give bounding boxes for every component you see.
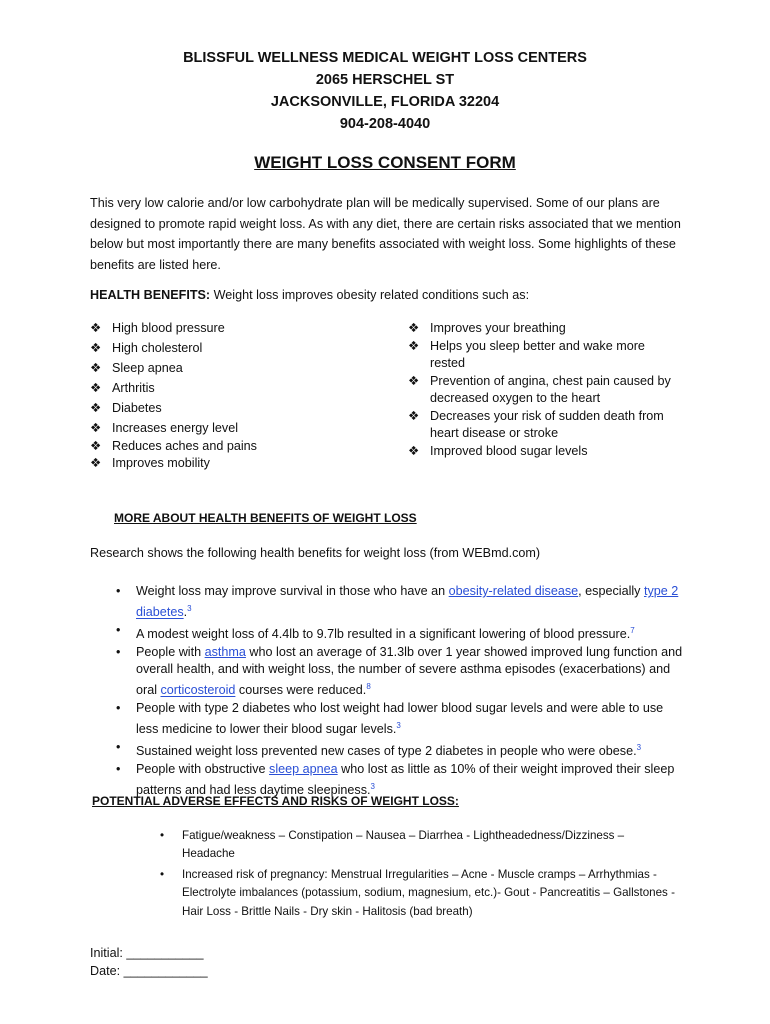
footnote-ref[interactable]: 3: [396, 721, 401, 731]
intro-paragraph: This very low calorie and/or low carbohydrate plan will be medically supervised. Some of our plans are designed to promote rapid weight loss. As with any diet, there are certain risks associated that we mention below but most importantly there are many benefits associated with weight loss. Some highlights of these benefits are listed here.: [90, 196, 681, 272]
clinic-name: BLISSFUL WELLNESS MEDICAL WEIGHT LOSS CENTERS: [183, 50, 587, 66]
risks-list: [160, 827, 680, 923]
bullet-dot-icon: •: [116, 623, 121, 637]
diamond-bullet-icon: ❖: [90, 361, 102, 375]
date-field[interactable]: Date: ____________: [90, 964, 208, 978]
diamond-bullet-icon: ❖: [90, 321, 102, 335]
list-item: • People with asthma who lost an average of 31.3lb over 1 year showed improved lung function and overall health, and with weight loss, the number of severe asthma episodes (exacerbations) and oral corticosteroid courses were reduced.$^8$: [116, 644, 683, 698]
research-benefits-list: [114, 583, 684, 800]
list-item: ❖ Sleep apnea: [90, 360, 380, 378]
health-benefits-label: HEALTH BENEFITS:: [90, 288, 211, 302]
type-2-diabetes-link[interactable]: type 2 diabetes: [136, 584, 679, 620]
diamond-bullet-icon: ❖: [90, 456, 102, 470]
diamond-bullet-icon: ❖: [408, 338, 420, 353]
diamond-bullet-icon: ❖: [408, 373, 420, 388]
sleep-apnea-link[interactable]: sleep apnea: [269, 761, 338, 776]
risks-heading: POTENTIAL ADVERSE EFFECTS AND RISKS OF WEIGHT LOSS:: [92, 794, 459, 808]
research-intro: Research shows the following health benefits for weight loss (from WEBmd.com): [90, 546, 541, 560]
list-item: ❖ Helps you sleep better and wake more rested: [408, 338, 645, 370]
list-item: ❖ Reduces aches and pains: [90, 438, 380, 456]
form-title: WEIGHT LOSS CONSENT FORM: [254, 153, 516, 172]
list-item: • Increased risk of pregnancy: Menstrual Irregularities – Acne - Muscle cramps – Arrhythmias - Electrolyte imbalances (potassium, sodium, magnesium, etc.)- Gout - Pancreatitis – Gallstones - Hair Loss - Brittle Nails - Dry skin - Halitosis (bad breath): [160, 867, 675, 918]
diamond-bullet-icon: ❖: [90, 438, 102, 453]
diamond-bullet-icon: ❖: [408, 321, 420, 335]
benefits-left-list: [90, 320, 380, 473]
clinic-street: 2065 HERSCHEL ST: [315, 72, 455, 88]
footnote-ref[interactable]: 3: [370, 782, 375, 791]
diamond-bullet-icon: ❖: [90, 381, 102, 395]
health-benefits-intro: [90, 288, 529, 302]
list-item: ❖ Improves your breathing: [408, 320, 683, 338]
bullet-dot-icon: •: [160, 867, 165, 881]
list-item: ❖ Prevention of angina, chest pain caused by decreased oxygen to the heart: [408, 373, 671, 405]
list-item: ❖ Improves mobility: [90, 455, 380, 473]
list-item: • People with type 2 diabetes who lost weight had lower blood sugar levels and were able to use less medicine to lower their blood sugar levels.$^3$: [116, 701, 664, 737]
diamond-bullet-icon: ❖: [90, 341, 102, 355]
more-benefits-heading: MORE ABOUT HEALTH BENEFITS OF WEIGHT LOSS: [114, 511, 417, 525]
clinic-city: JACKSONVILLE, FLORIDA 32204: [270, 94, 500, 110]
bullet-dot-icon: •: [116, 584, 121, 598]
footnote-ref[interactable]: 3: [636, 743, 642, 752]
list-item: ❖ Decreases your risk of sudden death from heart disease or stroke: [408, 408, 664, 440]
footnote-ref[interactable]: 3: [187, 604, 192, 614]
asthma-link[interactable]: asthma: [204, 644, 246, 659]
list-item: • Sustained weight loss prevented new cases of type 2 diabetes in people who were obese.$^3$: [116, 740, 642, 759]
list-item: ❖ Arthritis: [90, 380, 380, 398]
diamond-bullet-icon: ❖: [408, 443, 420, 458]
list-item: ❖ Diabetes: [90, 400, 380, 418]
diamond-bullet-icon: ❖: [408, 408, 420, 423]
bullet-dot-icon: •: [116, 740, 121, 754]
list-item: ❖ Increases energy level: [90, 420, 380, 438]
bullet-dot-icon: •: [116, 761, 121, 776]
list-item: • Fatigue/weakness – Constipation – Nausea – Diarrhea - Lightheadedness/Dizziness – Headache: [160, 829, 625, 861]
health-benefits-text: Weight loss improves obesity related conditions such as:: [210, 288, 530, 302]
bullet-dot-icon: •: [116, 644, 121, 659]
list-item: ❖ Improved blood sugar levels: [408, 443, 683, 461]
diamond-bullet-icon: ❖: [90, 421, 102, 435]
benefits-right-list: [408, 320, 683, 460]
list-item: • A modest weight loss of 4.4lb to 9.7lb resulted in a significant lowering of blood pressure.$^7$: [116, 623, 635, 642]
corticosteroid-link[interactable]: corticosteroid: [160, 683, 236, 698]
initial-field[interactable]: Initial: ___________: [90, 946, 204, 960]
list-item: • Weight loss may improve survival in those who have an obesity-related disease, especially type 2 diabetes.$^3$: [116, 584, 679, 620]
diamond-bullet-icon: ❖: [90, 401, 102, 415]
bullet-dot-icon: •: [116, 701, 121, 715]
bullet-dot-icon: •: [160, 829, 165, 842]
footnote-ref[interactable]: 7: [630, 626, 635, 635]
signature-block: [90, 944, 208, 980]
footnote-ref[interactable]: 8: [366, 682, 371, 692]
list-item: ❖ High cholesterol: [90, 340, 380, 358]
clinic-phone: 904-208-4040: [339, 116, 431, 132]
list-item: • People with obstructive sleep apnea who lost as little as 10% of their weight improved their sleep patterns and had less daytime sleepiness.$^3$: [116, 761, 675, 798]
obesity-related-disease-link[interactable]: obesity-related disease: [448, 584, 579, 598]
list-item: ❖ High blood pressure: [90, 320, 380, 338]
